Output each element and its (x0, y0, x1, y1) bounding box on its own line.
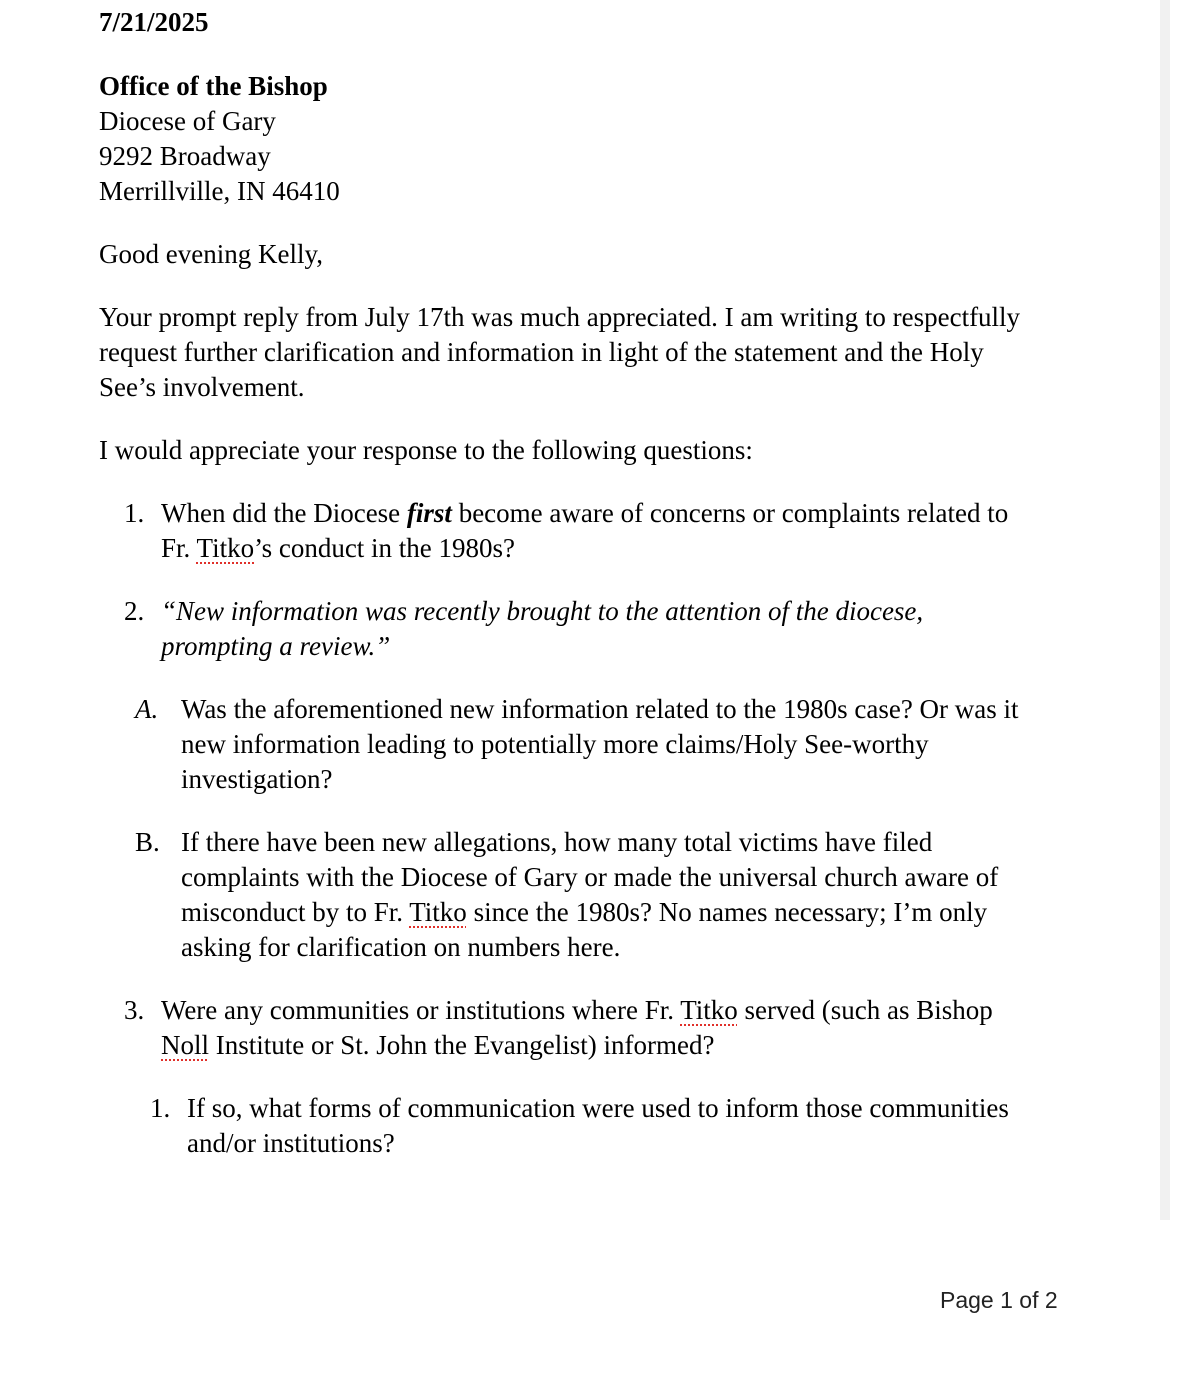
sub-question-b-line (181, 895, 987, 930)
intro-line: See’s involvement. (99, 372, 305, 402)
page-number: Page 1 of 2 (940, 1287, 1058, 1313)
list-marker: 1. (150, 1093, 171, 1123)
sub-question-a-line: investigation? (181, 764, 333, 794)
list-marker: 3. (124, 995, 145, 1025)
spellcheck-word: Noll (161, 1030, 210, 1060)
text-run: since the 1980s? No names necessary; I’m only (466, 897, 988, 927)
letter-date: 7/21/2025 (99, 7, 209, 37)
question-3-line (161, 993, 993, 1028)
salutation: Good evening Kelly, (99, 239, 323, 269)
text-run: When did the Diocese (161, 498, 407, 528)
recipient-line: Merrillville, IN 46410 (99, 176, 340, 206)
sub-question-b-line: If there have been new allegations, how many total victims have filed (181, 827, 933, 857)
recipient-title: Office of the Bishop (99, 71, 328, 101)
text-run: served (such as Bishop (737, 995, 993, 1025)
sub-question-a-line: Was the aforementioned new information related to the 1980s case? Or was it (181, 694, 1019, 724)
question-3-sub-line: If so, what forms of communication were used to inform those communities (187, 1093, 1009, 1123)
intro-line: request further clarification and information in light of the statement and the Holy (99, 337, 984, 367)
spellcheck-word: Titko (680, 995, 738, 1025)
text-run: become aware of concerns or complaints related to (451, 498, 1009, 528)
list-marker: B. (135, 827, 160, 857)
list-marker: A. (135, 694, 159, 724)
list-marker: 2. (124, 596, 145, 626)
scrollbar-track[interactable] (1160, 0, 1170, 1220)
list-marker: 1. (124, 498, 145, 528)
text-run: Were any communities or institutions where Fr. (161, 995, 681, 1025)
question-3-line (161, 1028, 714, 1063)
text-run: misconduct by to Fr. (181, 897, 410, 927)
question-2-quote: prompting a review.” (161, 631, 391, 661)
text-run: Institute or St. John the Evangelist) informed? (209, 1030, 715, 1060)
spellcheck-word: Titko (196, 533, 255, 563)
text-run: Fr. (161, 533, 197, 563)
question-1-line (161, 496, 1008, 531)
sub-question-b-line: complaints with the Diocese of Gary or made the universal church aware of (181, 862, 999, 892)
text-run: ’s conduct in the 1980s? (254, 533, 516, 563)
recipient-line: Diocese of Gary (99, 106, 276, 136)
spellcheck-word: Titko (409, 897, 467, 927)
lead-in: I would appreciate your response to the following questions: (99, 435, 753, 465)
emphasis-first: first (406, 498, 452, 528)
question-2-quote: “New information was recently brought to the attention of the diocese, (161, 596, 924, 626)
intro-line: Your prompt reply from July 17th was much appreciated. I am writing to respectfully (99, 302, 1021, 332)
sub-question-b-line: asking for clarification on numbers here. (181, 932, 621, 962)
question-3-sub-line: and/or institutions? (187, 1128, 395, 1158)
question-1-line (161, 531, 515, 566)
recipient-line: 9292 Broadway (99, 141, 271, 171)
sub-question-a-line: new information leading to potentially more claims/Holy See-worthy (181, 729, 929, 759)
